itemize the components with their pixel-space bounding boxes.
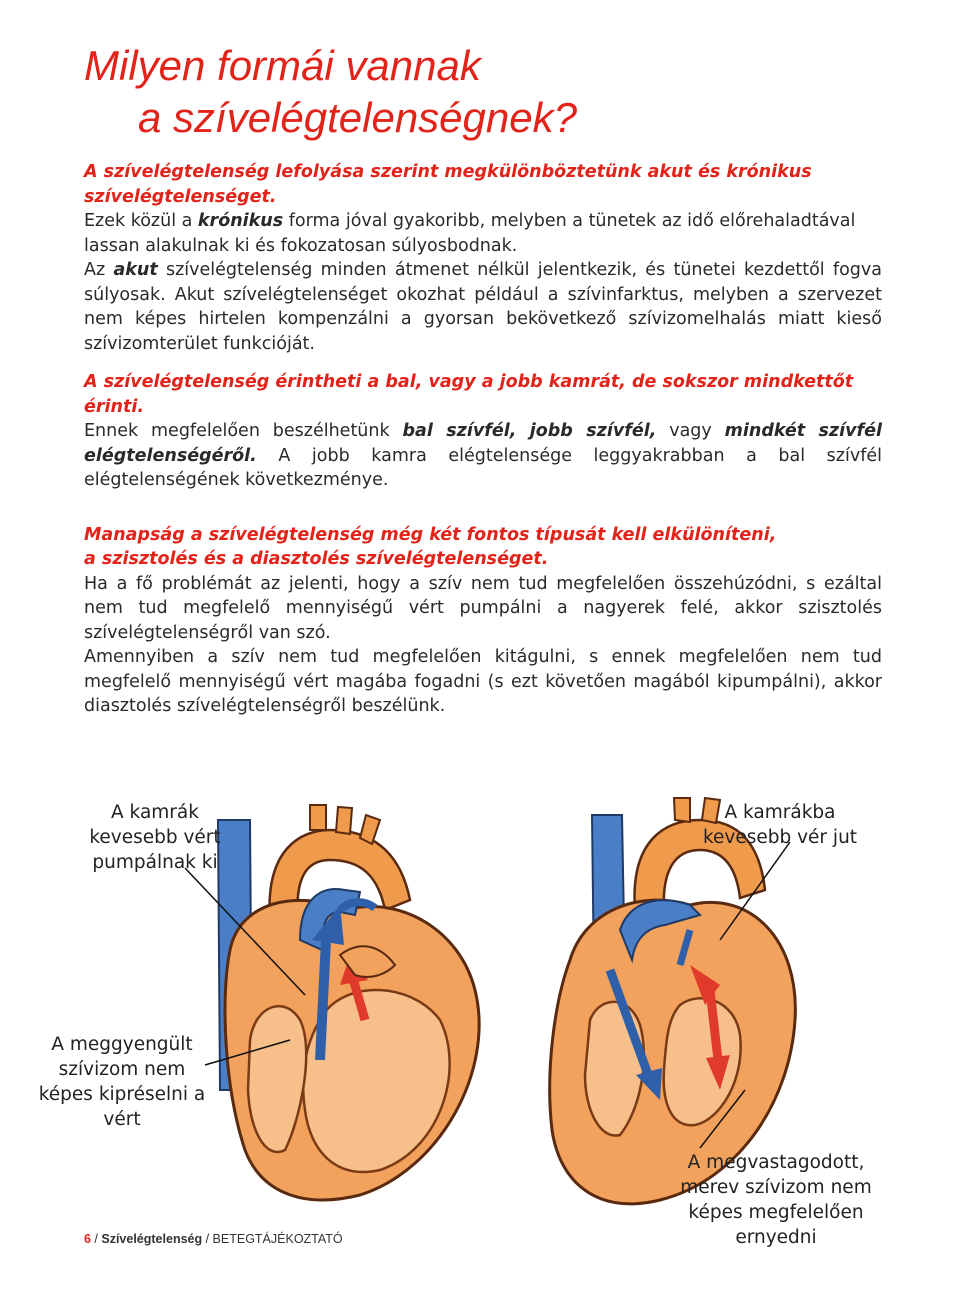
section-heading-systolic-diastolic: [84, 523, 882, 572]
footer-separator: /: [90, 1232, 102, 1246]
label-thickened-muscle: A megvastagodott, merev szívizom nem képes megfelelően ernyedni: [680, 1152, 872, 1248]
paragraph-systolic: Ha a fő problémát az jelenti, hogy a szív nem tud megfelelően összehúzódni, s ezáltal nem tud megfelelő mennyiségű vért pumpálni a nagyerek felé, akkor szisztolés szívelégtelenségről van szó.: [84, 573, 882, 643]
text: Ennek megfelelően beszélhetünk: [84, 421, 403, 441]
page-title: [84, 40, 577, 144]
paragraph-diastolic: Amennyiben a szív nem tud megfelelően kitágulni, s ennek megfelelően nem tud megfelelő mennyiségű vért magába fogadni (s ezt követően magából kipumpálni), akkor diasztolés szívelégtelenségről beszélünk.: [84, 647, 882, 716]
text: forma jóval gyakoribb, melyben a tünetek az idő előrehaladtával lassan alakulnak ki és fokozatosan súlyosbodnak.: [84, 211, 856, 256]
heading-line-1: Manapság a szívelégtelenség még két fontos típusát kell elkülöníteni,: [84, 524, 777, 545]
left-heart-illustration: [218, 805, 479, 1200]
label-less-blood-pumped: A kamrák kevesebb vért pumpálnak ki: [89, 802, 221, 873]
text: Az: [84, 260, 114, 280]
label-less-blood-enters: A kamrákba kevesebb vér jut: [702, 802, 858, 848]
text: vagy: [656, 421, 725, 441]
page-number: 6: [84, 1232, 91, 1246]
right-heart-illustration: [550, 798, 796, 1204]
footer-doc-type: BETEGTÁJÉKOZTATÓ: [212, 1232, 343, 1246]
page-footer: [84, 1232, 343, 1246]
label-weakened-muscle: A meggyengült szívizom nem képes kipréselni a vért: [38, 1034, 206, 1130]
page-title-line-2: a szívelégtelenségnek?: [138, 94, 577, 141]
footer-doc-title: Szívelégtelenség: [101, 1232, 203, 1246]
footer-separator: /: [202, 1232, 213, 1246]
paragraph-acute: [84, 258, 882, 356]
emphasis-sides: bal szívfél, jobb szívfél,: [402, 421, 657, 441]
article-body: [84, 160, 882, 719]
paragraph-chronic: [84, 209, 882, 258]
emphasis-both-sides: mindkét szívfél elégtelenségéről.: [84, 421, 882, 466]
emphasis-acute: akut: [113, 260, 158, 280]
emphasis-chronic: krónikus: [197, 211, 284, 231]
text: A jobb kamra elégtelensége leggyakrabban a bal szívfél elégtelenségének következménye.: [84, 445, 882, 490]
heading-line-2: a szisztolés és a diasztolés szívelégtelenséget.: [84, 549, 549, 569]
page-title-line-1: Milyen formái vannak: [84, 42, 481, 89]
paragraph-heart-sides: [84, 419, 882, 493]
section-heading-ventricles: A szívelégtelenség érintheti a bal, vagy a jobb kamrát, de sokszor mindkettőt érinti.: [84, 372, 854, 417]
text: szívelégtelenség minden átmenet nélkül jelentkezik, és tünetei kezdettől fogva súlyosak. Akut szívelégtelenséget okozhat például a szívinfarktus, melyben a szervezet nem képes hirtelen kompenzálni a gyorsan bekövetkező szívizomelhalás miatt kieső szívizomterület funkcióját.: [84, 260, 882, 354]
section-heading-acute-chronic: A szívelégtelenség lefolyása szerint megkülönböztetünk akut és krónikus szívelégtelenséget.: [84, 162, 812, 207]
text: Ezek közül a: [84, 211, 198, 231]
